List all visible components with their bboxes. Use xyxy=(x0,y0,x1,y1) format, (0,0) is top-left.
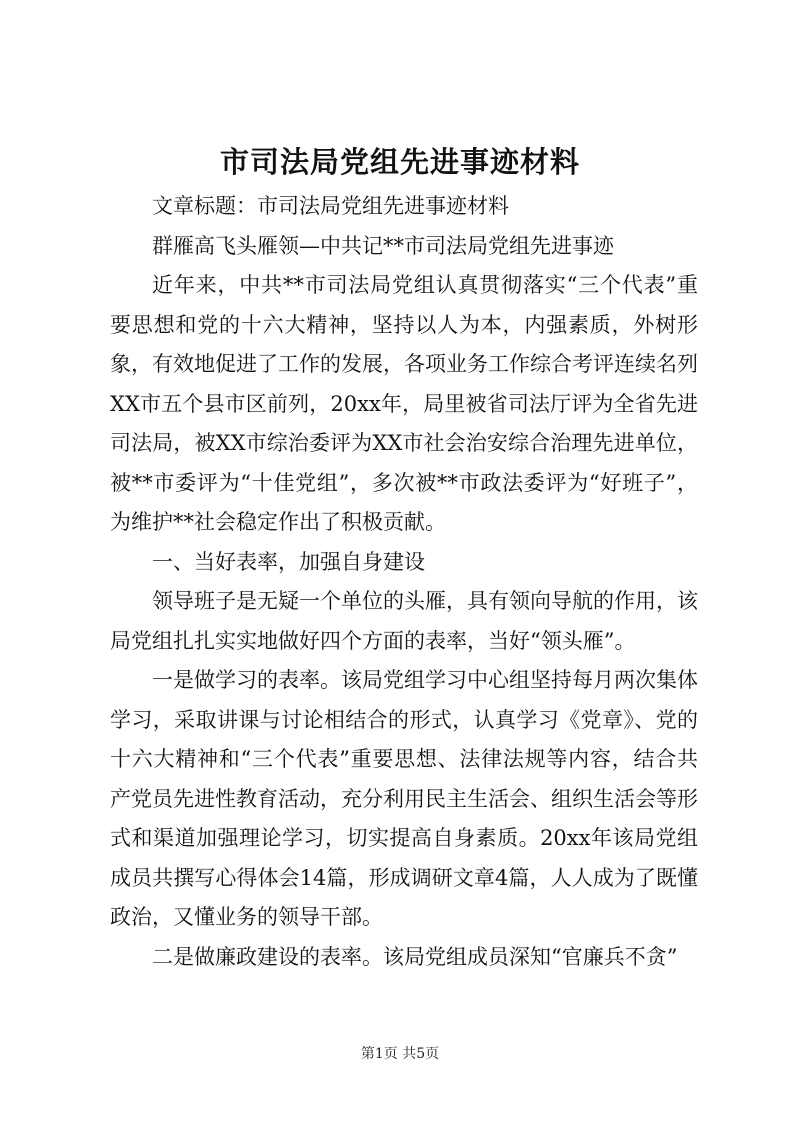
body-paragraph: 领导班子是无疑一个单位的头雁，具有领向导航的作用，该局党组扎扎实实地做好四个方面的表率，当好“领头雁”。 xyxy=(110,589,698,653)
page-indicator: 第1页 共5页 xyxy=(360,1046,440,1062)
article-title-line: 文章标题：市司法局党组先进事迹材料 xyxy=(152,194,509,218)
body-paragraph: 二是做廉政建设的表率。该局党组成员深知“官廉兵不贪” xyxy=(152,944,678,969)
section-heading: 一、当好表率，加强自身建设 xyxy=(152,549,425,574)
body-paragraph: 一是做学习的表率。该局党组学习中心组坚持每月两次集体学习，采取讲课与讨论相结合的形式，认真学习《党章》、党的十六大精神和“三个代表”重要思想、法律法规等内容，结合共产党员先进性教育活动，充分利用民主生活会、组织生活会等形式和渠道加强理论学习，切实提高自身素质。20xx年该局党组成员共撰写心得体会14篇，形成调研文章4篇，人人成为了既懂政治，又懂业务的领导干部。 xyxy=(110,668,698,929)
subtitle-line: 群雁高飞头雁领—中共记**市司法局党组先进事迹 xyxy=(152,233,614,258)
document-body xyxy=(110,187,698,977)
body-paragraph: 近年来，中共**市司法局党组认真贯彻落实“三个代表”重要思想和党的十六大精神，坚持以人为本，内强素质，外树形象，有效地促进了工作的发展，各项业务工作综合考评连续名列XX市五个县市区前列，20xx年，局里被省司法厅评为全省先进司法局，被XX市综治委评为XX市社会治安综合治理先进单位，被**市委评为“十佳党组”，多次被**市政法委评为“好班子”，为维护**社会稳定作出了积极贡献。 xyxy=(110,273,698,534)
document-title: 市司法局党组先进事迹材料 xyxy=(219,145,580,179)
